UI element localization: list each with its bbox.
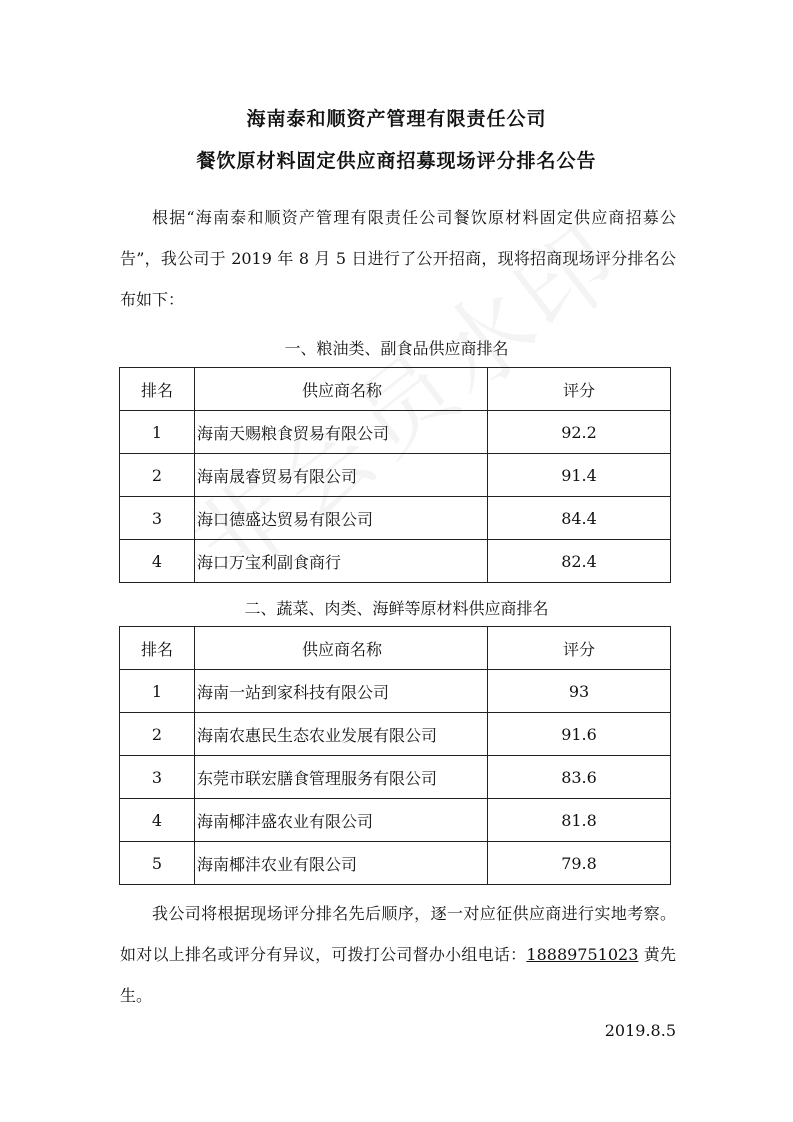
- rank-cell: 1: [120, 411, 195, 454]
- rank-cell: 3: [120, 756, 195, 799]
- score-cell: 92.2: [488, 411, 671, 454]
- document-title: 海南泰和顺资产管理有限责任公司: [246, 108, 547, 130]
- rank-cell: 3: [120, 497, 195, 540]
- intro-paragraph: 根据“海南泰和顺资产管理有限责任公司餐饮原材料固定供应商招募公告”，我公司于 2019 年 8 月 5 日进行了公开招商，现将招商现场评分排名公布如下：: [120, 208, 676, 309]
- table-row: [120, 756, 671, 799]
- table-row: [120, 799, 671, 842]
- supplier-name-cell: 海口万宝利副食商行: [195, 540, 488, 583]
- score-cell: 79.8: [488, 842, 671, 885]
- table-header-row: [120, 627, 671, 670]
- score-cell: 81.8: [488, 799, 671, 842]
- table-header-row: [120, 368, 671, 411]
- rank-cell: 2: [120, 454, 195, 497]
- table-row: [120, 454, 671, 497]
- closing-paragraph: [120, 893, 676, 1016]
- header-supplier-name: 供应商名称: [195, 368, 488, 411]
- score-cell: 91.4: [488, 454, 671, 497]
- contact-person: 黄先生。: [120, 945, 676, 1005]
- table-row: [120, 842, 671, 885]
- score-cell: 83.6: [488, 756, 671, 799]
- supplier-name-cell: 海南一站到家科技有限公司: [195, 670, 488, 713]
- table-row: [120, 411, 671, 454]
- header-score: 评分: [488, 368, 671, 411]
- rank-cell: 4: [120, 799, 195, 842]
- section-heading-grain-oil: 一、粮油类、副食品供应商排名: [284, 339, 509, 358]
- rank-cell: 4: [120, 540, 195, 583]
- table-row: [120, 670, 671, 713]
- supplier-name-cell: 海南天赐粮食贸易有限公司: [195, 411, 488, 454]
- table-row: [120, 540, 671, 583]
- rank-cell: 1: [120, 670, 195, 713]
- supplier-name-cell: 海南晟睿贸易有限公司: [195, 454, 488, 497]
- phone-number: 18889751023: [526, 945, 639, 964]
- table-row: [120, 497, 671, 540]
- header-score: 评分: [488, 627, 671, 670]
- supplier-name-cell: 海南椰沣农业有限公司: [195, 842, 488, 885]
- supplier-name-cell: 海南椰沣盛农业有限公司: [195, 799, 488, 842]
- header-supplier-name: 供应商名称: [195, 627, 488, 670]
- section-heading-vegetables-meat: 二、蔬菜、肉类、海鲜等原材料供应商排名: [244, 599, 549, 618]
- document-subtitle: 餐饮原材料固定供应商招募现场评分排名公告: [196, 150, 597, 172]
- table-row: [120, 713, 671, 756]
- supplier-name-cell: 东莞市联宏膳食管理服务有限公司: [195, 756, 488, 799]
- header-rank: 排名: [120, 627, 195, 670]
- ranking-table-grain-oil: [119, 367, 671, 583]
- rank-cell: 5: [120, 842, 195, 885]
- closing-text: 我公司将根据现场评分排名先后顺序，逐一对应征供应商进行实地考察。如对以上排名或评分有异议，可拨打公司督办小组电话：: [120, 904, 676, 964]
- ranking-table-vegetables-meat: [119, 626, 671, 885]
- rank-cell: 2: [120, 713, 195, 756]
- score-cell: 93: [488, 670, 671, 713]
- document-date: 2019.8.5: [604, 1021, 676, 1040]
- supplier-name-cell: 海口德盛达贸易有限公司: [195, 497, 488, 540]
- header-rank: 排名: [120, 368, 195, 411]
- score-cell: 91.6: [488, 713, 671, 756]
- supplier-name-cell: 海南农惠民生态农业发展有限公司: [195, 713, 488, 756]
- score-cell: 82.4: [488, 540, 671, 583]
- score-cell: 84.4: [488, 497, 671, 540]
